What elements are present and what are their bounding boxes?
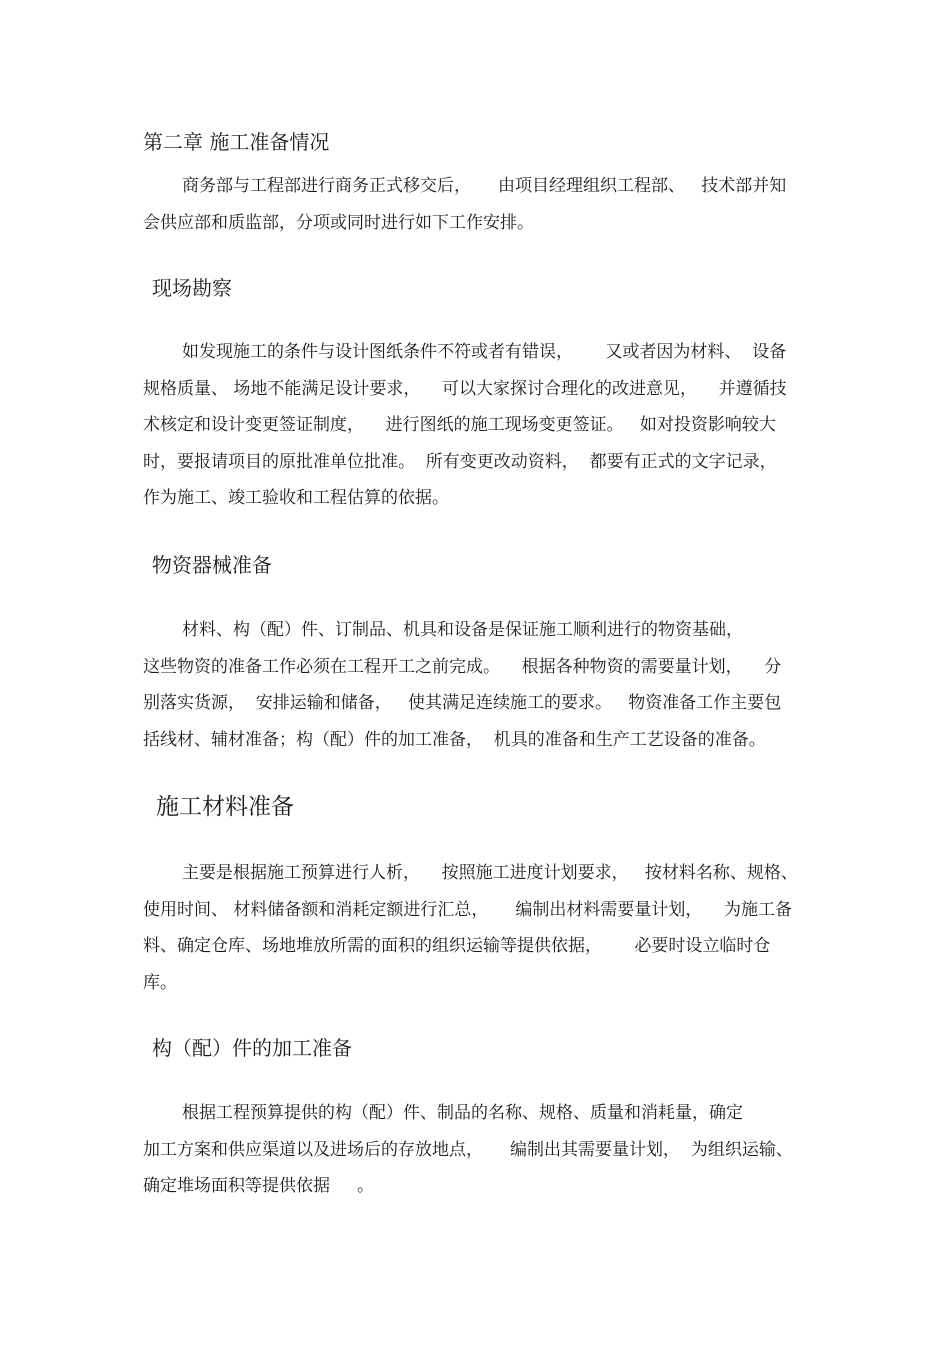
section-heading-construction-materials: 施工材料准备 (156, 794, 294, 820)
section-heading-component-processing: 构（配）件的加工准备 (152, 1036, 352, 1060)
paragraph-line: 规格质量、 场地不能满足设计要求， 可以大家探讨合理化的改进意见， 并遵循技 (143, 378, 787, 399)
chapter-title: 第二章 施工准备情况 (143, 130, 330, 154)
site-survey-paragraph (143, 334, 808, 517)
paragraph-line: 括线材、辅材准备；构（配）件的加工准备， 机具的准备和生产工艺设备的准备。 (143, 729, 766, 750)
paragraph-line: 材料、构（配）件、订制品、机具和设备是保证施工顺利进行的物资基础， (182, 620, 743, 640)
intro-paragraph (143, 168, 808, 241)
paragraph-line: 加工方案和供应渠道以及进场后的存放地点， 编制出其需要量计划， 为组织运输、 (143, 1139, 793, 1160)
section-heading-materials-equipment: 物资器械准备 (152, 553, 272, 577)
component-processing-paragraph (143, 1095, 808, 1205)
materials-equipment-paragraph (143, 612, 808, 758)
paragraph-line: 作为施工、竣工验收和工程估算的依据。 (143, 488, 449, 508)
paragraph-line: 商务部与工程部进行商务正式移交后， 由项目经理组织工程部、 技术部并知 (182, 176, 787, 196)
paragraph-line: 别落实货源， 安排运输和储备， 使其满足连续施工的要求。 物资准备工作主要包 (143, 693, 782, 713)
paragraph-line: 时，要报请项目的原批准单位批准。 所有变更改动资料， 都要有正式的文字记录， (143, 451, 777, 472)
paragraph-line: 术核定和设计变更签证制度， 进行图纸的施工现场变更签证。 如对投资影响较大 (143, 415, 776, 435)
construction-materials-paragraph (143, 855, 808, 1001)
paragraph-line: 库。 (143, 972, 177, 993)
paragraph-line: 使用时间、 材料储备额和消耗定额进行汇总， 编制出材料需要量计划， 为施工备 (143, 899, 793, 920)
paragraph-line: 如发现施工的条件与设计图纸条件不符或者有错误， 又或者因为材料、 设备 (182, 342, 787, 362)
paragraph-line: 根据工程预算提供的构（配）件、制品的名称、规格、质量和消耗量，确定 (182, 1103, 743, 1123)
paragraph-line: 料、确定仓库、场地堆放所需的面积的组织运输等提供依据， 必要时设立临时仓 (143, 936, 771, 956)
paragraph-line: 主要是根据施工预算进行人析， 按照施工进度计划要求， 按材料名称、规格、 (182, 863, 798, 883)
paragraph-line: 确定堆场面积等提供依据 。 (143, 1176, 375, 1196)
paragraph-line: 这些物资的准备工作必须在工程开工之前完成。 根据各种物资的需要量计划， 分 (143, 656, 782, 677)
paragraph-line: 会供应部和质监部，分项或同时进行如下工作安排。 (143, 212, 534, 233)
section-heading-site-survey: 现场勘察 (152, 276, 232, 300)
